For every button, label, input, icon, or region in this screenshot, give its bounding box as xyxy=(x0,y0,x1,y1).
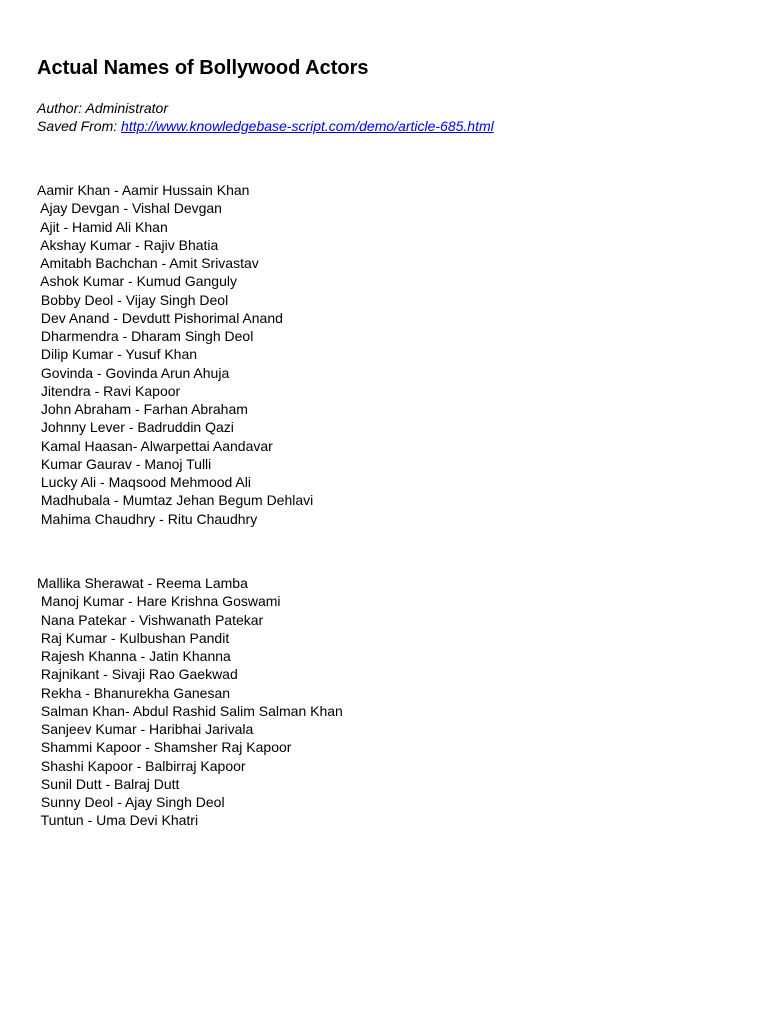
list-item: Bobby Deol - Vijay Singh Deol xyxy=(37,291,229,308)
list-item: Ajit - Hamid Ali Khan xyxy=(37,218,168,235)
list-item: Mallika Sherawat - Reema Lamba xyxy=(37,575,248,591)
saved-from-label: Saved From: xyxy=(37,118,118,134)
list-item: Rajesh Khanna - Jatin Khanna xyxy=(37,648,231,664)
list-item: Dilip Kumar - Yusuf Khan xyxy=(37,346,198,363)
list-item: Govinda - Govinda Arun Ahuja xyxy=(37,364,230,381)
list-item: Dharmendra - Dharam Singh Deol xyxy=(37,328,254,344)
list-item: Sunny Deol - Ajay Singh Deol xyxy=(37,794,225,810)
list-item: Ajay Devgan - Vishal Devgan xyxy=(37,200,222,217)
list-item: Amitabh Bachchan - Amit Srivastav xyxy=(37,255,259,271)
author-label: Author: xyxy=(37,100,83,116)
list-item: Ashok Kumar - Kumud Ganguly xyxy=(37,273,237,290)
list-item: Shammi Kapoor - Shamsher Raj Kapoor xyxy=(37,739,292,756)
document-title: Actual Names of Bollywood Actors xyxy=(37,57,369,79)
list-item: Manoj Kumar - Hare Krishna Goswami xyxy=(37,593,281,610)
list-item: Shashi Kapoor - Balbirraj Kapoor xyxy=(37,757,246,774)
names-list-part-two xyxy=(37,574,343,830)
list-item: Mahima Chaudhry - Ritu Chaudhry xyxy=(37,510,258,527)
list-item: Raj Kumar - Kulbushan Pandit xyxy=(37,629,230,646)
list-item: John Abraham - Farhan Abraham xyxy=(37,401,248,417)
list-item: Rajnikant - Sivaji Rao Gaekwad xyxy=(37,666,238,683)
list-item: Madhubala - Mumtaz Jehan Begum Dehlavi xyxy=(37,492,314,509)
names-list-part-one xyxy=(37,181,313,528)
list-item: Kumar Gaurav - Manoj Tulli xyxy=(37,455,212,472)
list-item: Lucky Ali - Maqsood Mehmood Ali xyxy=(37,474,251,490)
author-name: Administrator xyxy=(85,100,168,116)
list-item: Akshay Kumar - Rajiv Bhatia xyxy=(37,236,219,253)
list-item: Rekha - Bhanurekha Ganesan xyxy=(37,684,231,701)
list-item: Aamir Khan - Aamir Hussain Khan xyxy=(37,182,250,198)
list-item: Sanjeev Kumar - Haribhai Jarivala xyxy=(37,721,254,737)
list-item: Jitendra - Ravi Kapoor xyxy=(37,382,181,399)
saved-from-link[interactable]: http://www.knowledgebase-script.com/demo/article-685.html xyxy=(121,118,494,134)
saved-from-line xyxy=(37,117,494,135)
list-item: Dev Anand - Devdutt Pishorimal Anand xyxy=(37,309,283,326)
list-item: Johnny Lever - Badruddin Qazi xyxy=(37,419,234,436)
author-line xyxy=(37,99,168,117)
list-item: Kamal Haasan- Alwarpettai Aandavar xyxy=(37,437,273,454)
list-item: Salman Khan- Abdul Rashid Salim Salman Khan xyxy=(37,702,343,719)
list-item: Tuntun - Uma Devi Khatri xyxy=(37,812,199,829)
list-item: Nana Patekar - Vishwanath Patekar xyxy=(37,611,264,628)
list-item: Sunil Dutt - Balraj Dutt xyxy=(37,775,180,792)
